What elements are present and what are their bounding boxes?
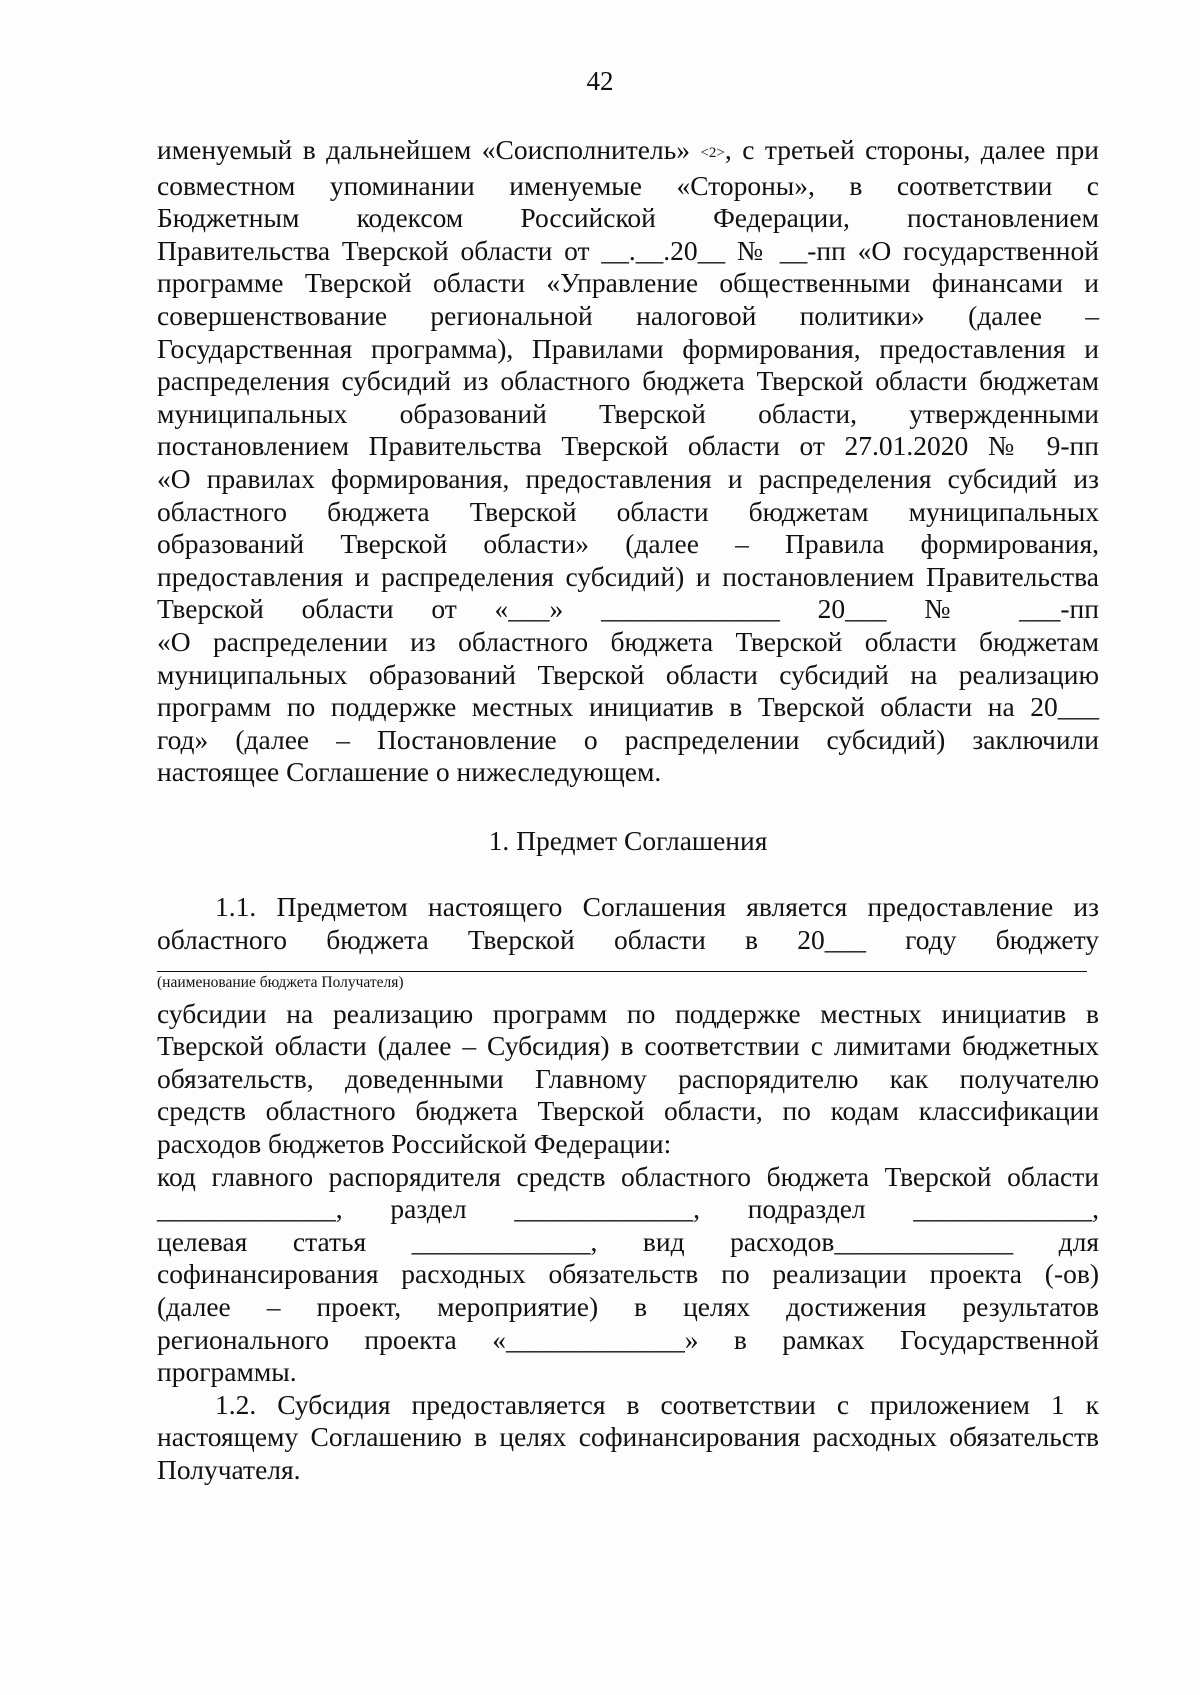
text-line: Тверской области (далее – Субсидия) в соответствии с лимитами бюджетных bbox=[157, 1030, 1099, 1062]
text-line: программы. bbox=[157, 1356, 297, 1388]
text-line: (далее – проект, мероприятие) в целях достижения результатов bbox=[157, 1291, 1099, 1322]
section-heading: 1. Предмет Соглашения bbox=[488, 824, 768, 856]
text-line: муниципальных образований Тверской области, утвержденными bbox=[157, 397, 1099, 429]
text-line: расходов бюджетов Российской Федерации: bbox=[157, 1128, 672, 1160]
text-line: постановлением Правительства Тверской области от 27.01.2020 № 9-пп bbox=[157, 430, 1099, 462]
document-body bbox=[157, 134, 1099, 1487]
clause-1-2 bbox=[157, 1389, 1099, 1487]
text-line: целевая статья _____________, вид расходов_____________ для bbox=[157, 1225, 1099, 1257]
text-line: регионального проекта «_____________» в рамках Государственной bbox=[157, 1323, 1099, 1355]
preamble-paragraph bbox=[157, 134, 1099, 789]
footnote-ref: <2> bbox=[700, 145, 725, 161]
text-line: год» (далее – Постановление о распределении субсидий) заключили bbox=[157, 723, 1099, 755]
text-line: совместном упоминании именуемые «Стороны», в соответствии с bbox=[157, 169, 1099, 201]
text-line: код главного распорядителя средств областного бюджета Тверской области bbox=[157, 1160, 1099, 1192]
text-line: программе Тверской области «Управление общественными финансами и bbox=[157, 267, 1099, 299]
recipient-caption: (наименование бюджета Получателя) bbox=[157, 973, 404, 991]
text-line: средств областного бюджета Тверской области, по кодам классификации bbox=[157, 1095, 1099, 1127]
text-line: Государственная программа), Правилами формирования, предоставления и bbox=[157, 332, 1099, 364]
text-line: совершенствование региональной налоговой политики» (далее – bbox=[157, 299, 1099, 331]
text-line: «О распределении из областного бюджета Тверской области бюджетам bbox=[157, 625, 1099, 657]
text-line: образований Тверской области» (далее – Правила формирования, bbox=[157, 528, 1099, 560]
text-line: муниципальных образований Тверской области субсидий на реализацию bbox=[157, 658, 1099, 690]
text-line: предоставления и распределения субсидий) и постановлением Правительства bbox=[157, 560, 1099, 592]
text-line: областного бюджета Тверской области бюджетам муниципальных bbox=[157, 495, 1099, 527]
page-number: 42 bbox=[586, 66, 614, 96]
text-line: Получателя. bbox=[157, 1453, 301, 1485]
text-line: 1.2. Субсидия предоставляется в соответствии с приложением 1 к bbox=[215, 1388, 1099, 1420]
text-line: настоящему Соглашению в целях софинансирования расходных обязательств bbox=[157, 1421, 1099, 1453]
text-line: обязательств, доведенными Главному распорядителю как получателю bbox=[157, 1062, 1099, 1094]
text-line: субсидии на реализацию программ по поддержке местных инициатив в bbox=[157, 997, 1099, 1029]
text-line: софинансирования расходных обязательств по реализации проекта (-ов) bbox=[157, 1258, 1099, 1290]
text-line: «О правилах формирования, предоставления и распределения субсидий из bbox=[157, 462, 1099, 494]
text-line: Бюджетным кодексом Российской Федерации, постановлением bbox=[157, 202, 1099, 234]
text-line: Правительства Тверской области от __.__.20__ № __-пп «О государственной bbox=[157, 234, 1099, 266]
text-line: распределения субсидий из областного бюджета Тверской области бюджетам bbox=[157, 365, 1099, 397]
text-line: именуемый в дальнейшем «Соисполнитель» <2>, с третьей стороны, далее при bbox=[157, 134, 1100, 165]
recipient-blank-line bbox=[157, 957, 1087, 972]
text-line: областного бюджета Тверской области в 20___ году бюджету bbox=[157, 924, 1099, 956]
clause-1-1 bbox=[157, 891, 1099, 1388]
text-line: программ по поддержке местных инициатив в Тверской области на 20___ bbox=[157, 691, 1099, 723]
text-line: _____________, раздел _____________, подраздел _____________, bbox=[157, 1193, 1099, 1225]
text-line: Тверской области от «___» _____________ 20___ № ___-пп bbox=[157, 593, 1099, 625]
text-line: настоящее Соглашение о нижеследующем. bbox=[157, 756, 662, 788]
text-line: 1.1. Предметом настоящего Соглашения является предоставление из bbox=[215, 891, 1099, 923]
